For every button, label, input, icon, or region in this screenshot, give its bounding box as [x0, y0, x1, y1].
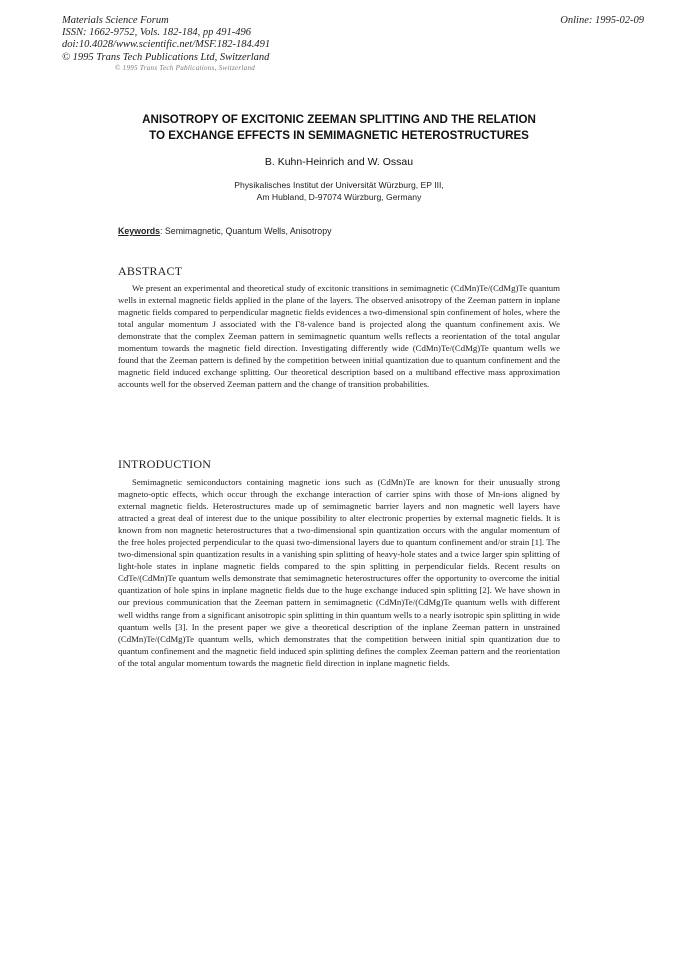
abstract-text: We present an experimental and theoretical study of excitonic transitions in semimagnetic (CdMn)Te/(CdMg)Te quantum wells in external magnetic fields applied in the plane of the layers. The observed anisotropy of the Zeeman pattern in inplane magnetic fields compared to perpendicular magnetic fields evidences a two-dimensional spin confinement of holes, where the total angular momentum J associated with the Γ8-valence band is projected along the quantum confinement axis. We demonstrate that the complex Zeeman pattern in semimagnetic quantum wells reflects a reorientation of the total angular momentum towards the magnetic field direction. Investigating differently wide (CdMn)Te/(CdMg)Te quantum wells we found that the Zeeman pattern is defined by the competition between initial quantization due to quantum confinement and the magnetic field induced exchange splitting. Our theoretical description based on a multiband effective mass approximation accounts well for the observed Zeeman pattern and the change of transition probabilities.	[118, 283, 560, 390]
keywords-list: : Semimagnetic, Quantum Wells, Anisotropy	[160, 226, 332, 236]
journal-name: Materials Science Forum	[62, 15, 169, 26]
publication-info	[62, 15, 270, 64]
authors: B. Kuhn-Heinrich and W. Ossau	[264, 156, 414, 168]
introduction-text: Semimagnetic semiconductors containing magnetic ions such as (CdMn)Te are known for their unusually strong magneto-optic effects, which occur through the exchange interaction of carrier spins with those of Mn-ions aligned by external magnetic fields. Heterostructures made up of semimagnetic barrier layers and non magnetic well layers have attracted a great deal of interest due to the unique possibility to alter electronic properties by external magnetic fields. It is known from non magnetic heterostructures that a two-dimensional spin quantization occurs with the angular momentum of the free holes projected perpendicular to the quasi two-dimensional layers due to quantum confinement and/or strain [1]. The two-dimensional spin quantization results in a vanishing spin splitting of heavy-hole states and a twice larger spin splitting of light-hole states in inplane magnetic fields compared to the spin splitting in perpendicular fields. Recent results on CdTe/(CdMn)Te quantum wells demonstrate that semimagnetic heterostructures offer the opportunity to overcome the initial quantization of hole spins in inplane magnetic fields due to the huge exchange induced spin splitting [2]. We have shown in our previous communication that the Zeeman pattern in semimagnetic (CdMn)Te/(CdMg)Te quantum wells with different well widths range from a significant anisotropic spin splitting in thin quantum wells to a nearly isotropic spin splitting in wide quantum wells [3]. In the present paper we give a theoretical description of the inplane Zeeman pattern in unstrained (CdMn)Te/(CdMg)Te quantum wells, which demonstrates that the competition between initial spin quantization due to quantum confinement and the magnetic field induced spin splitting defines the complex Zeeman pattern and the reorientation of the total angular momentum towards the magnetic field direction in inplane magnetic fields.	[118, 477, 560, 668]
title-line-2: TO EXCHANGE EFFECTS IN SEMIMAGNETIC HETEROSTRUCTURES	[149, 129, 529, 142]
keywords-label: Keywords	[118, 226, 161, 236]
online-date: Online: 1995-02-09	[560, 15, 644, 26]
issn-line: ISSN: 1662-9752, Vols. 182-184, pp 491-496	[62, 27, 251, 39]
affiliation	[100, 180, 578, 203]
affiliation-line-1: Physikalisches Institut der Universität Würzburg, EP III,	[234, 180, 444, 190]
paper-title	[100, 112, 578, 144]
abstract-heading: ABSTRACT	[118, 264, 183, 278]
faint-copyright-line: © 1995 Trans Tech Publications, Switzerland	[115, 64, 256, 72]
doi-line: doi:10.4028/www.scientific.net/MSF.182-184.491	[62, 39, 271, 51]
title-line-1: ANISOTROPY OF EXCITONIC ZEEMAN SPLITTING AND THE RELATION	[142, 113, 536, 126]
affiliation-line-2: Am Hubland, D-97074 Würzburg, Germany	[256, 191, 422, 202]
copyright-line: © 1995 Trans Tech Publications Ltd, Switzerland	[62, 51, 270, 63]
keywords	[118, 226, 332, 236]
introduction-heading: INTRODUCTION	[118, 457, 212, 471]
